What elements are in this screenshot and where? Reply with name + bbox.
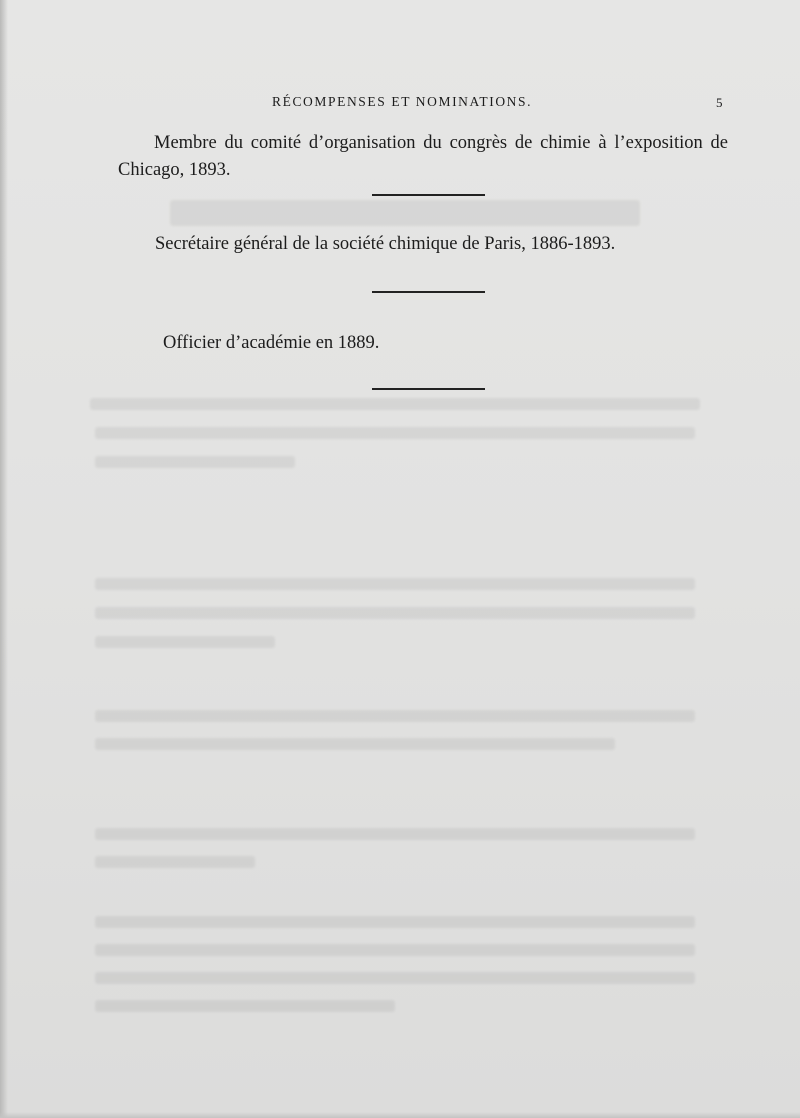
page-number: 5 bbox=[716, 95, 723, 110]
page-bottom-shadow bbox=[0, 1112, 800, 1118]
bleed-line bbox=[95, 427, 695, 439]
separator-rule bbox=[372, 388, 485, 390]
entry-congress-committee: Membre du comité d’organisation du congrès de chimie à l’exposition de Chicago, 1893. bbox=[118, 133, 728, 180]
bleed-line bbox=[95, 856, 255, 868]
bleed-line bbox=[95, 636, 275, 648]
bleed-line bbox=[95, 972, 695, 984]
running-header-title: RÉCOMPENSES ET NOMINATIONS. bbox=[272, 94, 533, 109]
separator-rule bbox=[372, 194, 485, 196]
bleed-line bbox=[95, 710, 695, 722]
bleed-line bbox=[95, 738, 615, 750]
entry-academy-officer: Officier d’académie en 1889. bbox=[163, 333, 380, 353]
bleed-line bbox=[95, 607, 695, 619]
bleed-line bbox=[90, 398, 700, 410]
bleed-line bbox=[170, 200, 640, 226]
bleed-line bbox=[95, 1000, 395, 1012]
bleed-line bbox=[95, 578, 695, 590]
bleed-line bbox=[95, 916, 695, 928]
page-left-shadow bbox=[0, 0, 8, 1118]
bleed-line bbox=[95, 944, 695, 956]
bleed-line bbox=[95, 456, 295, 468]
bleed-line bbox=[95, 828, 695, 840]
separator-rule bbox=[372, 291, 485, 293]
entry-society-secretary: Secrétaire général de la société chimique de Paris, 1886-1893. bbox=[155, 234, 616, 254]
